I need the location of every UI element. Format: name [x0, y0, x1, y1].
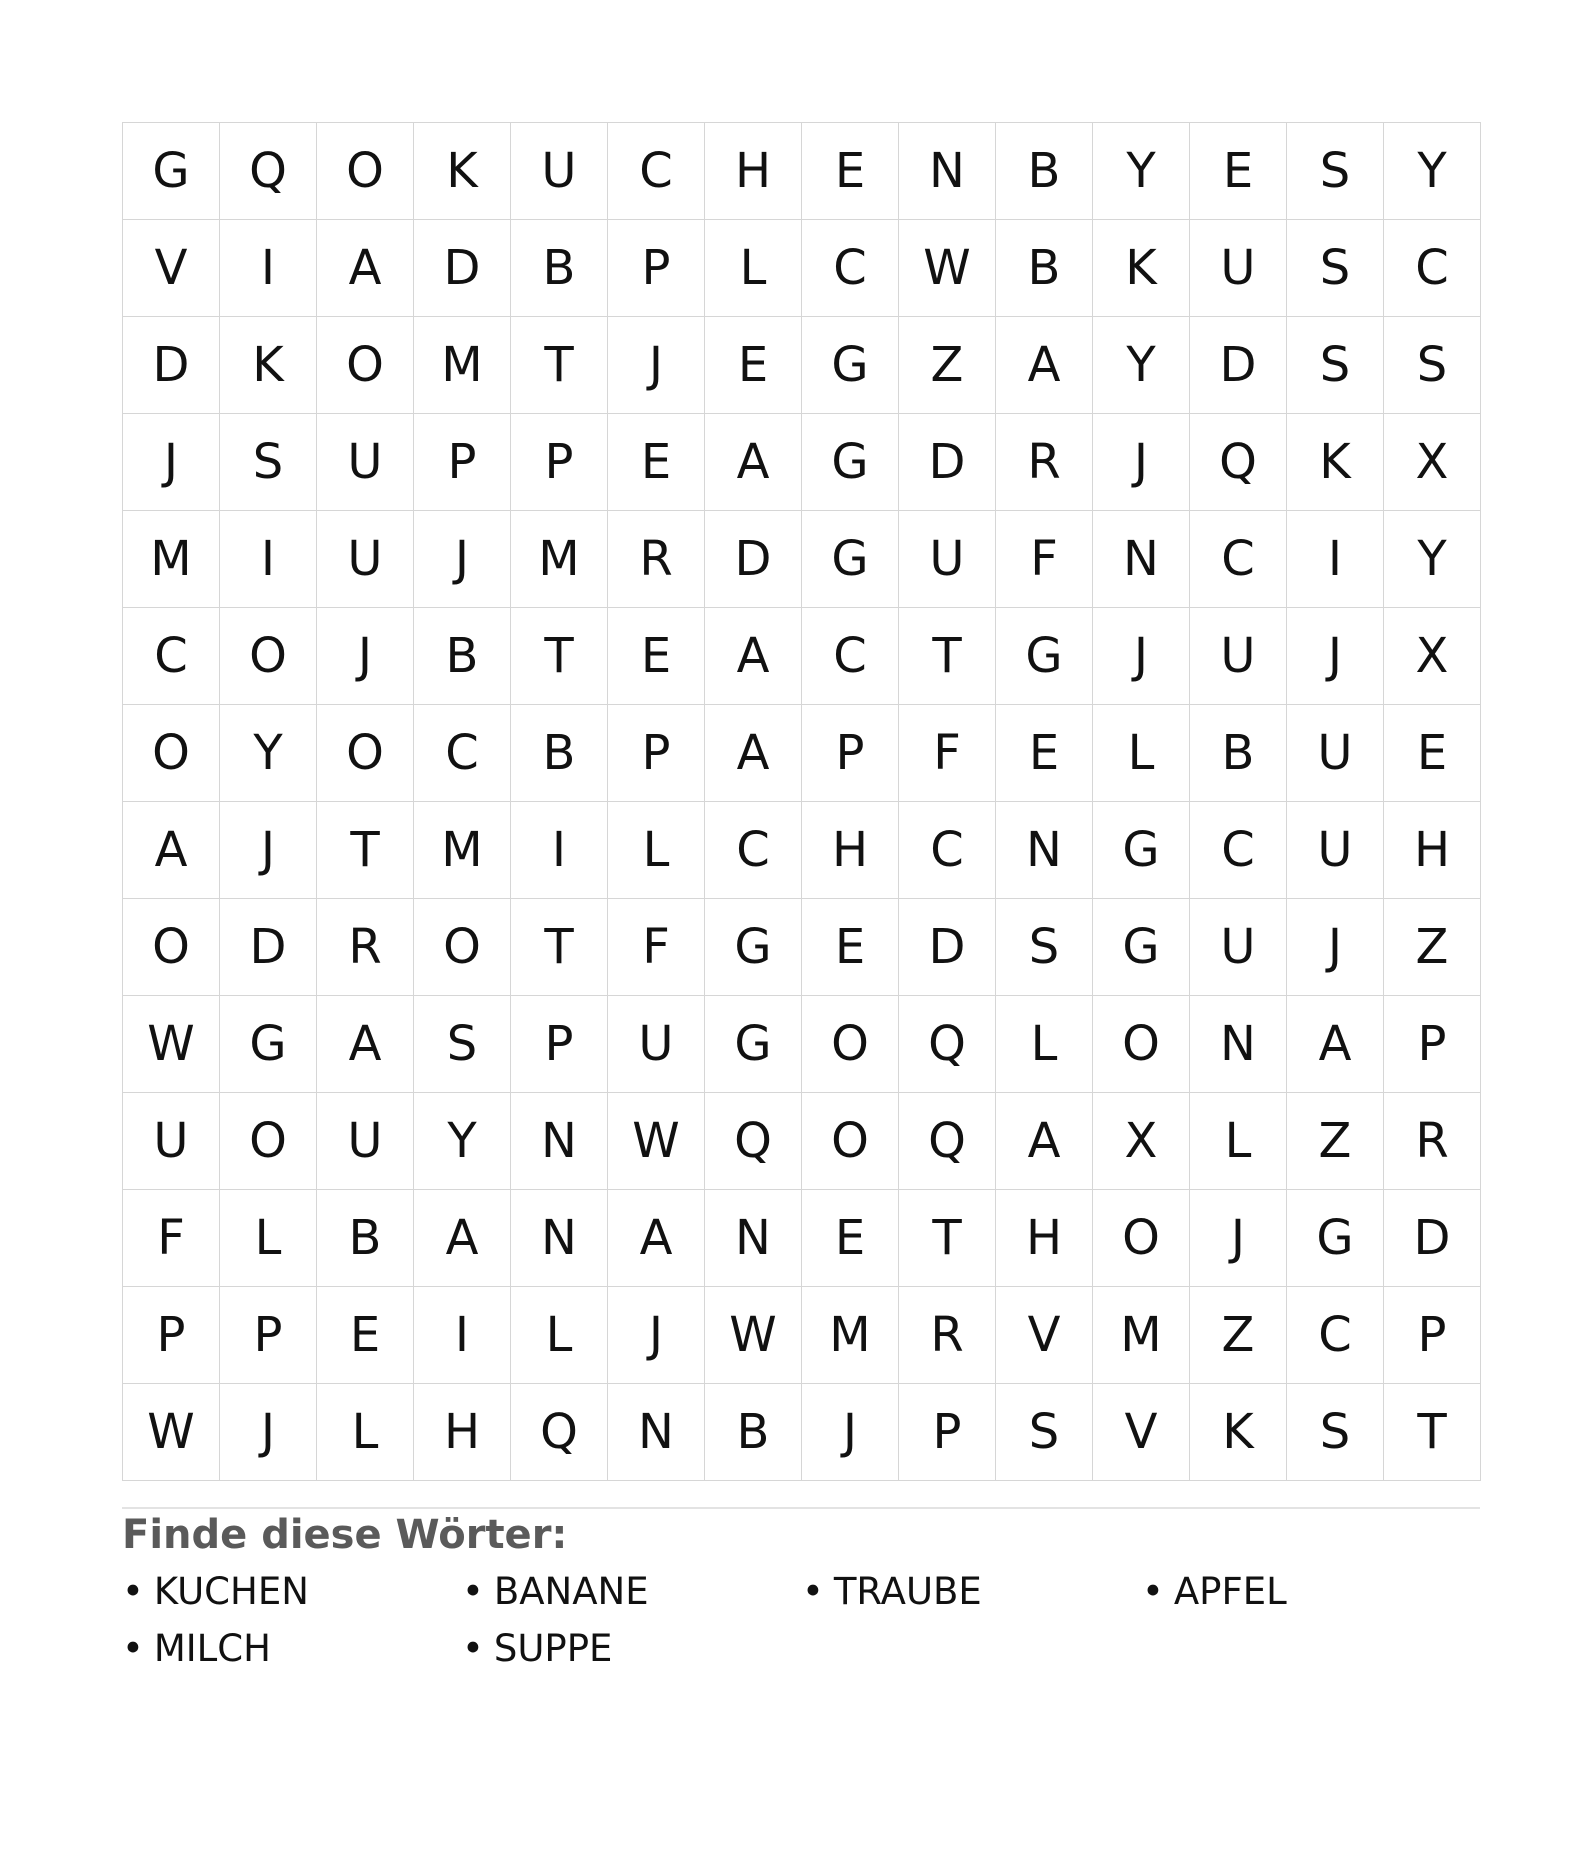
grid-cell[interactable]: Q	[220, 123, 317, 220]
word-item-milch	[122, 1627, 462, 1684]
grid-cell[interactable]: F	[123, 1190, 220, 1287]
grid-cell[interactable]: M	[802, 1287, 899, 1384]
divider	[122, 1507, 1480, 1509]
grid-cell[interactable]: J	[1093, 414, 1190, 511]
word-label: APFEL	[1173, 1570, 1287, 1613]
grid-cell[interactable]: I	[414, 1287, 511, 1384]
grid-cell[interactable]: S	[220, 414, 317, 511]
grid-cell[interactable]: E	[802, 1190, 899, 1287]
grid-cell[interactable]: D	[220, 899, 317, 996]
grid-cell[interactable]: B	[511, 220, 608, 317]
grid-cell[interactable]: I	[511, 802, 608, 899]
grid-cell[interactable]: L	[317, 1384, 414, 1481]
word-list	[122, 1570, 1482, 1684]
grid-cell[interactable]: O	[317, 705, 414, 802]
bullet-icon: •	[1142, 1570, 1164, 1613]
bullet-icon: •	[122, 1627, 144, 1670]
grid-cell[interactable]: E	[802, 899, 899, 996]
grid-cell[interactable]: U	[1287, 705, 1384, 802]
grid-cell[interactable]: A	[317, 996, 414, 1093]
grid-cell[interactable]: L	[220, 1190, 317, 1287]
grid-cell[interactable]: W	[123, 1384, 220, 1481]
grid-cell[interactable]: U	[511, 123, 608, 220]
grid-cell[interactable]: J	[802, 1384, 899, 1481]
grid-cell[interactable]: P	[511, 996, 608, 1093]
grid-cell[interactable]: L	[511, 1287, 608, 1384]
grid-cell[interactable]: E	[608, 414, 705, 511]
grid-cell[interactable]: F	[608, 899, 705, 996]
grid-cell[interactable]: U	[317, 414, 414, 511]
grid-cell[interactable]: Q	[899, 1093, 996, 1190]
grid-cell[interactable]: N	[1093, 511, 1190, 608]
grid-cell[interactable]: O	[123, 705, 220, 802]
grid-cell[interactable]: J	[220, 802, 317, 899]
grid-cell[interactable]: C	[1190, 511, 1287, 608]
grid-cell[interactable]: H	[1384, 802, 1481, 899]
grid-cell[interactable]: W	[705, 1287, 802, 1384]
grid-cell[interactable]: R	[899, 1287, 996, 1384]
grid-cell[interactable]: T	[899, 608, 996, 705]
grid-cell[interactable]: G	[1287, 1190, 1384, 1287]
grid-cell[interactable]: B	[511, 705, 608, 802]
grid-cell[interactable]: R	[317, 899, 414, 996]
bullet-icon: •	[462, 1627, 484, 1670]
grid-cell[interactable]: N	[899, 123, 996, 220]
grid-cell[interactable]: I	[220, 511, 317, 608]
grid-cell[interactable]: D	[1190, 317, 1287, 414]
grid-cell[interactable]: M	[1093, 1287, 1190, 1384]
grid-cell[interactable]: S	[414, 996, 511, 1093]
grid-cell[interactable]: E	[1190, 123, 1287, 220]
grid-cell[interactable]: C	[123, 608, 220, 705]
grid-cell[interactable]: C	[1287, 1287, 1384, 1384]
grid-cell[interactable]: O	[123, 899, 220, 996]
grid-cell[interactable]: O	[220, 608, 317, 705]
grid-cell[interactable]: T	[1384, 1384, 1481, 1481]
grid-cell[interactable]: B	[1190, 705, 1287, 802]
grid-cell[interactable]: O	[1093, 996, 1190, 1093]
grid-cell[interactable]: R	[996, 414, 1093, 511]
grid-cell[interactable]: K	[1287, 414, 1384, 511]
grid-cell[interactable]: N	[1190, 996, 1287, 1093]
grid-cell[interactable]: F	[899, 705, 996, 802]
grid-cell[interactable]: A	[705, 414, 802, 511]
word-list-title: Finde diese Wörter:	[122, 1512, 568, 1558]
grid-cell[interactable]: U	[1190, 608, 1287, 705]
grid-cell[interactable]: H	[802, 802, 899, 899]
grid-cell[interactable]: Q	[511, 1384, 608, 1481]
grid-cell[interactable]: J	[220, 1384, 317, 1481]
grid-cell[interactable]: A	[1287, 996, 1384, 1093]
grid-cell[interactable]: L	[608, 802, 705, 899]
grid-cell[interactable]: V	[996, 1287, 1093, 1384]
grid-cell[interactable]: G	[802, 317, 899, 414]
grid-cell[interactable]: D	[899, 414, 996, 511]
grid-cell[interactable]: J	[608, 1287, 705, 1384]
word-label: BANANE	[493, 1570, 649, 1613]
grid-cell[interactable]: P	[802, 705, 899, 802]
grid-cell[interactable]: G	[705, 996, 802, 1093]
grid-cell[interactable]: Q	[705, 1093, 802, 1190]
grid-cell[interactable]: J	[1287, 899, 1384, 996]
grid-cell[interactable]: T	[317, 802, 414, 899]
grid-cell[interactable]: M	[414, 317, 511, 414]
grid-cell[interactable]: Y	[220, 705, 317, 802]
grid-cell[interactable]: O	[317, 123, 414, 220]
grid-cell[interactable]: H	[414, 1384, 511, 1481]
grid-cell[interactable]: O	[1093, 1190, 1190, 1287]
grid-cell[interactable]: U	[608, 996, 705, 1093]
grid-cell[interactable]: N	[608, 1384, 705, 1481]
bullet-icon: •	[122, 1570, 144, 1613]
grid-cell[interactable]: B	[996, 123, 1093, 220]
grid-cell[interactable]: G	[996, 608, 1093, 705]
grid-cell[interactable]: Z	[899, 317, 996, 414]
grid-cell[interactable]: B	[996, 220, 1093, 317]
word-item-kuchen	[122, 1570, 462, 1627]
grid-cell[interactable]: G	[123, 123, 220, 220]
grid-cell[interactable]: B	[705, 1384, 802, 1481]
grid-cell[interactable]: U	[1190, 220, 1287, 317]
grid-cell[interactable]: U	[317, 1093, 414, 1190]
grid-cell[interactable]: A	[996, 1093, 1093, 1190]
grid-cell[interactable]: C	[802, 608, 899, 705]
grid-cell[interactable]: D	[414, 220, 511, 317]
word-label: MILCH	[153, 1627, 271, 1670]
grid-cell[interactable]: B	[414, 608, 511, 705]
grid-cell[interactable]: G	[802, 414, 899, 511]
grid-cell[interactable]: E	[608, 608, 705, 705]
grid-cell[interactable]: C	[1384, 220, 1481, 317]
grid-cell[interactable]: A	[317, 220, 414, 317]
grid-cell[interactable]: D	[899, 899, 996, 996]
grid-cell[interactable]: P	[511, 414, 608, 511]
grid-cell[interactable]: U	[1190, 899, 1287, 996]
grid-cell[interactable]: S	[1287, 1384, 1384, 1481]
grid-cell[interactable]: C	[608, 123, 705, 220]
grid-cell[interactable]: V	[1093, 1384, 1190, 1481]
grid-cell[interactable]: G	[705, 899, 802, 996]
bullet-icon: •	[462, 1570, 484, 1613]
grid-cell[interactable]: J	[123, 414, 220, 511]
grid-cell[interactable]: L	[1093, 705, 1190, 802]
grid-cell[interactable]: S	[1287, 220, 1384, 317]
grid-cell[interactable]: V	[123, 220, 220, 317]
grid-cell[interactable]: U	[899, 511, 996, 608]
grid-cell[interactable]: Q	[899, 996, 996, 1093]
grid-cell[interactable]: O	[220, 1093, 317, 1190]
grid-cell[interactable]: P	[899, 1384, 996, 1481]
grid-cell[interactable]: R	[1384, 1093, 1481, 1190]
grid-cell[interactable]: C	[1190, 802, 1287, 899]
letter-grid	[122, 122, 1481, 1481]
grid-cell[interactable]: P	[608, 220, 705, 317]
grid-cell[interactable]: L	[705, 220, 802, 317]
grid-cell[interactable]: C	[802, 220, 899, 317]
grid-cell[interactable]: Z	[1287, 1093, 1384, 1190]
grid-cell[interactable]: A	[705, 608, 802, 705]
grid-cell[interactable]: O	[317, 317, 414, 414]
grid-cell[interactable]: T	[899, 1190, 996, 1287]
grid-cell[interactable]: C	[414, 705, 511, 802]
word-item-apfel	[1142, 1570, 1482, 1627]
grid-cell[interactable]: P	[414, 414, 511, 511]
grid-cell[interactable]: C	[705, 802, 802, 899]
grid-cell[interactable]: N	[996, 802, 1093, 899]
grid-cell[interactable]: U	[1287, 802, 1384, 899]
word-label: TRAUBE	[833, 1570, 982, 1613]
grid-cell[interactable]: L	[1190, 1093, 1287, 1190]
grid-cell[interactable]: O	[802, 1093, 899, 1190]
grid-cell[interactable]: G	[802, 511, 899, 608]
word-item-banane	[462, 1570, 802, 1627]
grid-cell[interactable]: A	[608, 1190, 705, 1287]
grid-cell[interactable]: Y	[414, 1093, 511, 1190]
grid-cell[interactable]: N	[511, 1093, 608, 1190]
grid-cell[interactable]: S	[996, 899, 1093, 996]
grid-cell[interactable]: X	[1093, 1093, 1190, 1190]
grid-cell[interactable]: D	[705, 511, 802, 608]
grid-cell[interactable]: P	[123, 1287, 220, 1384]
grid-cell[interactable]: J	[1093, 608, 1190, 705]
grid-cell[interactable]: F	[996, 511, 1093, 608]
grid-cell[interactable]: I	[220, 220, 317, 317]
grid-cell[interactable]: L	[996, 996, 1093, 1093]
grid-cell[interactable]: E	[1384, 705, 1481, 802]
grid-cell[interactable]: E	[317, 1287, 414, 1384]
grid-cell[interactable]: M	[123, 511, 220, 608]
grid-cell[interactable]: Y	[1093, 123, 1190, 220]
grid-cell[interactable]: W	[123, 996, 220, 1093]
grid-cell[interactable]: S	[1287, 317, 1384, 414]
grid-cell[interactable]: T	[511, 317, 608, 414]
grid-cell[interactable]: G	[1093, 802, 1190, 899]
grid-cell[interactable]: J	[317, 608, 414, 705]
grid-cell[interactable]: O	[414, 899, 511, 996]
grid-cell[interactable]: M	[511, 511, 608, 608]
word-label: KUCHEN	[153, 1570, 309, 1613]
grid-cell[interactable]: X	[1384, 608, 1481, 705]
word-item-suppe	[462, 1627, 802, 1684]
grid-cell[interactable]: T	[511, 608, 608, 705]
grid-cell[interactable]: C	[899, 802, 996, 899]
grid-cell[interactable]: K	[414, 123, 511, 220]
grid-cell[interactable]: Y	[1384, 123, 1481, 220]
grid-cell[interactable]: G	[1093, 899, 1190, 996]
grid-cell[interactable]: E	[996, 705, 1093, 802]
grid-cell[interactable]: Q	[1190, 414, 1287, 511]
grid-cell[interactable]: Z	[1384, 899, 1481, 996]
word-label: SUPPE	[493, 1627, 613, 1670]
grid-cell[interactable]: W	[608, 1093, 705, 1190]
grid-cell[interactable]: N	[705, 1190, 802, 1287]
grid-cell[interactable]: A	[996, 317, 1093, 414]
grid-cell[interactable]: H	[705, 123, 802, 220]
grid-cell[interactable]: Y	[1093, 317, 1190, 414]
grid-cell[interactable]: J	[414, 511, 511, 608]
grid-cell[interactable]: U	[317, 511, 414, 608]
grid-cell[interactable]: K	[1093, 220, 1190, 317]
bullet-icon: •	[802, 1570, 824, 1613]
grid-cell[interactable]: B	[317, 1190, 414, 1287]
grid-cell[interactable]: N	[511, 1190, 608, 1287]
grid-cell[interactable]: S	[1287, 123, 1384, 220]
grid-cell[interactable]: A	[705, 705, 802, 802]
grid-cell[interactable]: E	[705, 317, 802, 414]
grid-cell[interactable]: W	[899, 220, 996, 317]
grid-cell[interactable]: A	[123, 802, 220, 899]
grid-cell[interactable]: P	[220, 1287, 317, 1384]
grid-cell[interactable]: P	[608, 705, 705, 802]
grid-cell[interactable]: Z	[1190, 1287, 1287, 1384]
grid-cell[interactable]: K	[1190, 1384, 1287, 1481]
grid-cell[interactable]: K	[220, 317, 317, 414]
grid-cell[interactable]: U	[123, 1093, 220, 1190]
grid-cell[interactable]: G	[220, 996, 317, 1093]
grid-cell[interactable]: Y	[1384, 511, 1481, 608]
grid-cell[interactable]: T	[511, 899, 608, 996]
grid-cell[interactable]: M	[414, 802, 511, 899]
grid-cell[interactable]: R	[608, 511, 705, 608]
grid-cell[interactable]: P	[1384, 996, 1481, 1093]
grid-cell[interactable]: D	[123, 317, 220, 414]
grid-cell[interactable]: S	[1384, 317, 1481, 414]
grid-cell[interactable]: J	[1190, 1190, 1287, 1287]
grid-cell[interactable]: O	[802, 996, 899, 1093]
grid-cell[interactable]: I	[1287, 511, 1384, 608]
grid-cell[interactable]: J	[608, 317, 705, 414]
grid-cell[interactable]: J	[1287, 608, 1384, 705]
grid-cell[interactable]: H	[996, 1190, 1093, 1287]
grid-cell[interactable]: S	[996, 1384, 1093, 1481]
grid-cell[interactable]: D	[1384, 1190, 1481, 1287]
grid-cell[interactable]: A	[414, 1190, 511, 1287]
grid-cell[interactable]: E	[802, 123, 899, 220]
grid-cell[interactable]: X	[1384, 414, 1481, 511]
grid-cell[interactable]: P	[1384, 1287, 1481, 1384]
word-item-traube	[802, 1570, 1142, 1627]
